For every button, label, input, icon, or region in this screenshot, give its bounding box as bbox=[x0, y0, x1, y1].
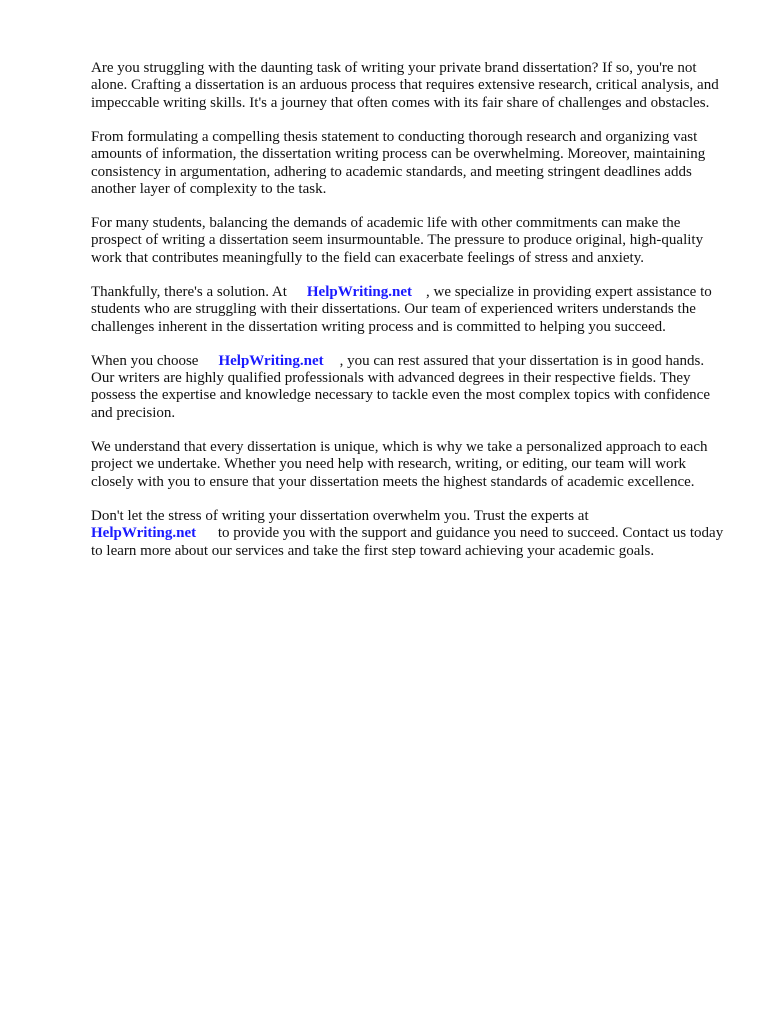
paragraph-7 bbox=[91, 508, 731, 560]
helpwriting-link[interactable]: HelpWriting.net bbox=[218, 352, 324, 369]
paragraph-5 bbox=[91, 353, 731, 423]
paragraph-5-intro: When you choose bbox=[91, 352, 199, 369]
paragraph-6: We understand that every dissertation is unique, which is why we take a personalized approach to each project we undertake. Whether you need help with research, writing, or editing, our team will work closely with you to ensure that your dissertation meets the highest standards of academic excellence. bbox=[91, 438, 708, 490]
paragraph-2: From formulating a compelling thesis statement to conducting thorough research and organizing vast amounts of information, the dissertation writing process can be overwhelming. Moreover, maintaining consistency in argumentation, adhering to academic standards, and meeting stringent deadlines adds another layer of complexity to the task. bbox=[91, 128, 706, 198]
paragraph-7-intro: Don't let the stress of writing your dissertation overwhelm you. Trust the experts at bbox=[91, 507, 589, 524]
helpwriting-link[interactable]: HelpWriting.net bbox=[306, 283, 413, 300]
helpwriting-link[interactable]: HelpWriting.net bbox=[91, 525, 197, 542]
paragraph-4-intro: Thankfully, there's a solution. At bbox=[91, 283, 287, 300]
paragraph-4 bbox=[91, 284, 731, 336]
paragraph-1: Are you struggling with the daunting task of writing your private brand dissertation? If so, you're not alone. Crafting a dissertation is an arduous process that requires extensive research, critical analysis, and impeccable writing skills. It's a journey that often comes with its fair share of challenges and obstacles. bbox=[91, 60, 719, 111]
paragraph-3: For many students, balancing the demands of academic life with other commitments can make the prospect of writing a dissertation seem insurmountable. The pressure to produce original, high-quality work that contributes meaningfully to the field can exacerbate feelings of stress and anxiety. bbox=[91, 215, 704, 266]
paragraph-7-rest: to provide you with the support and guidance you need to succeed. Contact us today to learn more about our services and take the first step toward achieving your academic goals. bbox=[91, 525, 724, 559]
paragraph-5-rest: , you can rest assured that your dissertation is in good hands. Our writers are highly qualified professionals with advanced degrees in their respective fields. They possess the expertise and knowledge necessary to tackle even the most complex topics with confidence and precision. bbox=[91, 352, 710, 421]
document-body bbox=[91, 60, 731, 577]
paragraph-4-rest: , we specialize in providing expert assistance to students who are struggling with their dissertations. Our team of experienced writers understands the challenges inherent in the dissertation writing process and is committed to helping you succeed. bbox=[91, 283, 712, 335]
